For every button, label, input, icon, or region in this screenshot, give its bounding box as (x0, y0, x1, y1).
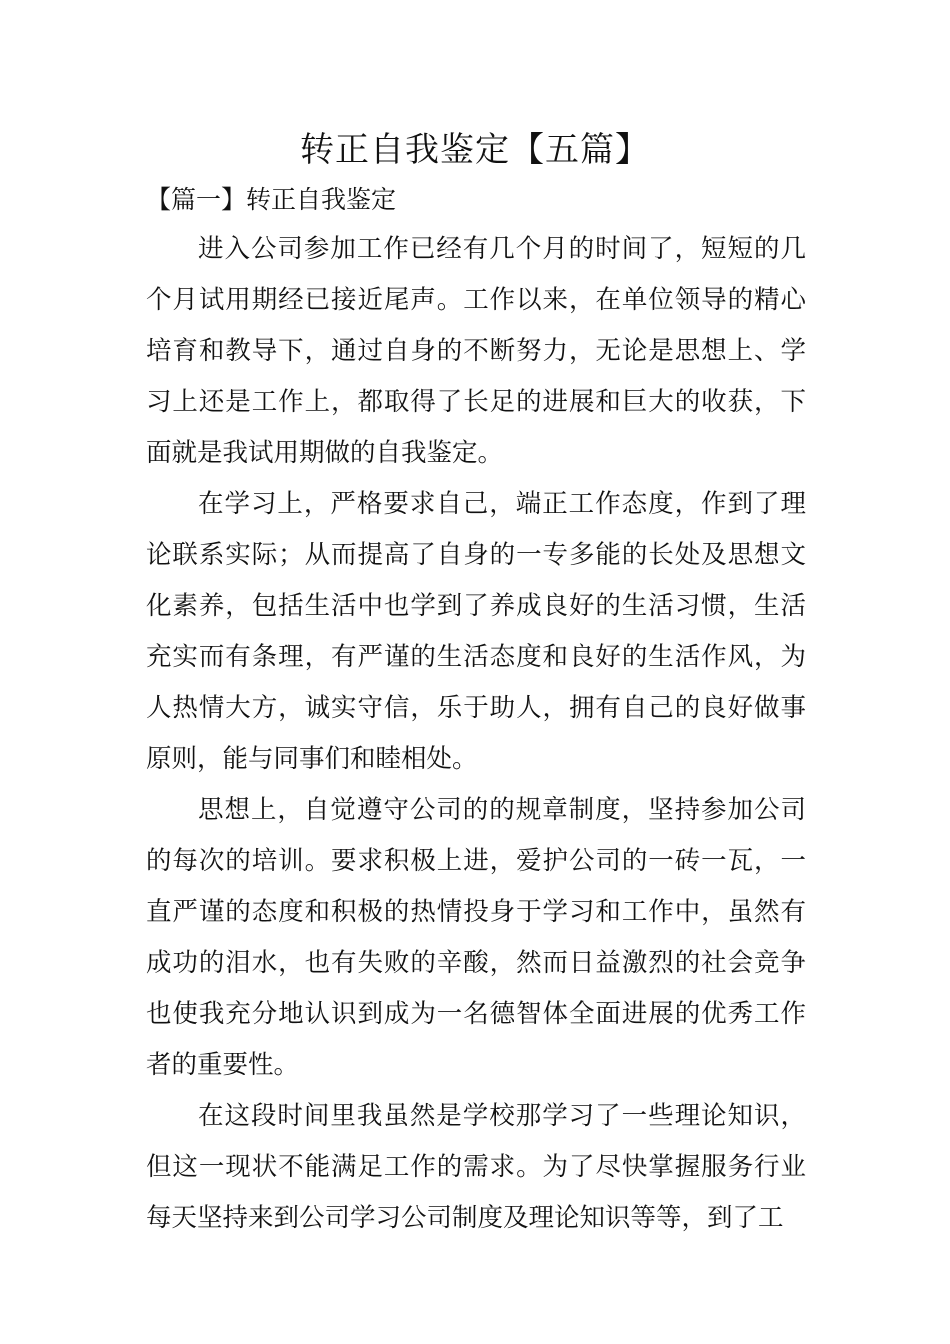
paragraph-1: 进入公司参加工作已经有几个月的时间了，短短的几个月试用期经已接近尾声。工作以来，在单位领导的精心培育和教导下，通过自身的不断努力，无论是思想上、学习上还是工作上，都取得了长足的进展和巨大的收获，下面就是我试用期做的自我鉴定。 (146, 234, 806, 468)
document-title: 转正自我鉴定【五篇】 (300, 130, 650, 170)
paragraph-3: 思想上，自觉遵守公司的的规章制度，坚持参加公司的每次的培训。要求积极上进，爱护公司的一砖一瓦，一直严谨的态度和积极的热情投身于学习和工作中，虽然有成功的泪水，也有失败的辛酸，然而日益激烈的社会竞争也使我充分地认识到成为一名德智体全面进展的优秀工作者的重要性。 (146, 795, 806, 1080)
paragraph-2: 在学习上，严格要求自己，端正工作态度，作到了理论联系实际；从而提高了自身的一专多能的长处及思想文化素养，包括生活中也学到了养成良好的生活习惯，生活充实而有条理，有严谨的生活态度和良好的生活作风，为人热情大方，诚实守信，乐于助人，拥有自己的良好做事原则，能与同事们和睦相处。 (146, 489, 806, 774)
document-body (146, 224, 806, 1244)
section-heading: 【篇一】转正自我鉴定 (146, 185, 397, 214)
paragraph-4: 在这段时间里我虽然是学校那学习了一些理论知识，但这一现状不能满足工作的需求。为了尽快掌握服务行业每天坚持来到公司学习公司制度及理论知识等等，到了工 (146, 1101, 806, 1233)
